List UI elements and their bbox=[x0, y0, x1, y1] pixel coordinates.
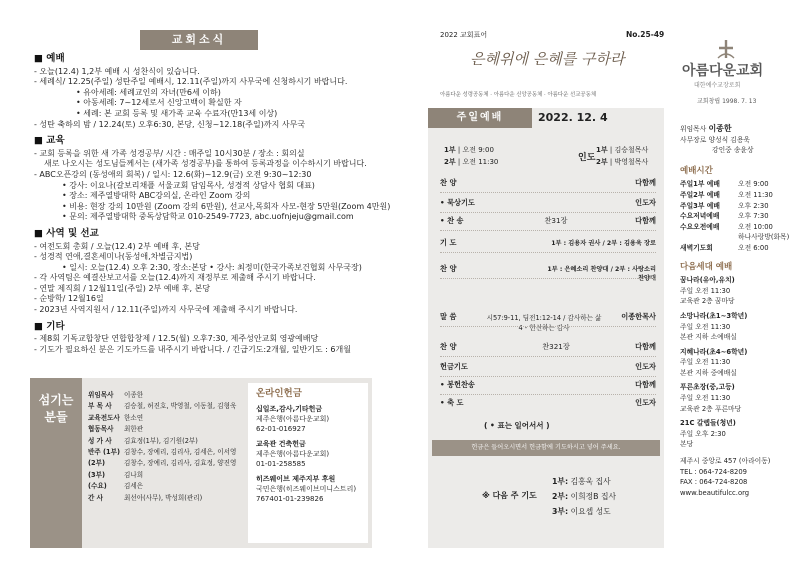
news-line: - 2023년 사역지원서 / 12.11(주일)까지 사무국에 제출해 주시기 바랍니다. bbox=[34, 305, 298, 315]
section-title: ■ 기타 bbox=[34, 320, 65, 332]
staff-names: 김창수, 장예리, 김리사, 김효정, 양진영 bbox=[124, 459, 237, 468]
staff-role: 협동목사 bbox=[88, 425, 114, 434]
worship-time-row: 수요오전예배 오전 10:00 bbox=[680, 222, 773, 231]
church-news-banner: 교회소식 bbox=[140, 30, 258, 50]
staff-row bbox=[88, 401, 236, 412]
staff-title: 섬기는 분들 bbox=[30, 378, 82, 548]
divider bbox=[440, 212, 656, 213]
online-offering-l1: 제주은행(아름다운교회) bbox=[256, 415, 330, 423]
online-offering-l2: 01-01-258585 bbox=[256, 460, 306, 468]
online-offering-l1: 국민은행(히즈웨이브미니스트리) bbox=[256, 485, 357, 493]
news-section bbox=[34, 229, 384, 316]
section-title: ■ 사역 및 선교 bbox=[34, 227, 99, 239]
staff-names: 김창수, 장예리, 김리사, 김세은, 이서영 bbox=[124, 448, 237, 457]
worship-item-name: • 찬 송 bbox=[440, 216, 464, 225]
staff-names: 이종한 bbox=[124, 391, 144, 399]
online-offering-title: 온라인헌금 bbox=[256, 388, 302, 399]
news-section bbox=[34, 135, 391, 223]
worship-item-name: 찬 양 bbox=[440, 178, 457, 187]
worship-time-row: 주일3부 예배 오후 2:30 bbox=[680, 201, 769, 210]
divider bbox=[440, 326, 656, 327]
next-gen-item: 푸른초장(중,고등) 주일 오전 11:30 교육관 2층 푸른마당 bbox=[680, 383, 742, 413]
worship-item-person: 다함께 bbox=[635, 342, 656, 351]
staff-names: 한소연 bbox=[124, 413, 144, 422]
standing-note: ( • 표는 일어서서 ) bbox=[484, 421, 550, 430]
sidebar-info: 위임목사 이종한 사무장로 양성식 김용욱 강인중 송윤상 예배시간 주일1부 예배 오전 9:00 주일2부 예배 오전 11:30 주일3부 예배 오후 2:30 수요저녁예배 오후 7:30 수요오전예배 오전 10:00 하나사랑방(화목) 새벽기도회 오전 6:00 다음세대 예배 꿈나라(유아,유치) 주일 오전 11:30 교육관 2층 꿈마당 소망나라(초1~3학년) 주일 오전 11:30 본관 지하 소예배실 지혜나라(초4~6학년) 주일 오전 11:30 본관 지하 중예배실 푸른초장(중,고등) 주일 오전 11:30 교육관 2층 푸른마당 21C 갈렙들(청년) 주일 오후 2:30 본당 제주시 중앙로 457 (아라이동) TEL : 064-724-8209 FAX : 064-724-8208 www.beautifulcc.org bbox=[680, 120, 798, 498]
founded-date: 교회창립 1998. 7. 13 bbox=[697, 98, 757, 105]
sections-column bbox=[34, 53, 391, 361]
online-offering-h: 히즈웨이브 제주지부 후원 bbox=[256, 475, 336, 483]
news-section bbox=[34, 54, 384, 130]
staff-role: 간 사 bbox=[88, 493, 104, 502]
worship-times-title: 예배시간 bbox=[680, 165, 713, 176]
service-times: 1부 | 오전 9:00 2부 | 오전 11:30 bbox=[444, 146, 499, 166]
worship-item-person: 이종한목사 bbox=[621, 312, 656, 321]
news-line: - 세례식/ 12.25(주일) 성탄주일 예배시, 12.11(주일)까지 사무국에 신청하시기 바랍니다. bbox=[34, 77, 348, 87]
next-prayer-list: 1부: 김홍욱 집사 2부: 이희정B 집사 3부: 이요셉 성도 bbox=[552, 477, 617, 516]
section-title: ■ 예배 bbox=[34, 53, 65, 64]
news-line: 새로 나오시는 성도님들께서는 (새가족 성경공부)를 통하여 등록과정을 이수하시기 바랍니다. bbox=[44, 159, 367, 169]
worship-label: 주일예배 bbox=[428, 108, 532, 128]
offering-note: 헌금은 들어오시면서 헌금함에 기도하시고 넣어 주세요. bbox=[432, 440, 660, 456]
staff-row bbox=[88, 436, 236, 447]
staff-role: (3부) bbox=[88, 470, 105, 479]
worship-item-person: 다함께 bbox=[635, 216, 656, 225]
staff-names: 김나희 bbox=[124, 470, 144, 479]
news-line: • 일시: 오늘(12.4) 오후 2:30, 장소:본당 • 강사: 최정미(한국가족보건협회 사무국장) bbox=[62, 262, 362, 272]
staff-role: (수요) bbox=[88, 482, 107, 491]
news-line: - 각 사역팀은 예결산보고서를 오늘(12.4)까지 재정부로 제출해 주시기 바랍니다. bbox=[34, 273, 316, 283]
issue-number: No.25-49 bbox=[626, 30, 665, 39]
divider bbox=[440, 356, 656, 357]
online-offering-h: 십일조,감사,기타헌금 bbox=[256, 405, 323, 413]
worship-item-name: 기 도 bbox=[440, 238, 457, 247]
news-line: - 교회 등록을 위한 새 가족 성경공부/ 시간 : 매주일 10시30분 / 장소 : 회의실 bbox=[34, 148, 305, 158]
staff-names: 최선아(사무), 박성희(관리) bbox=[124, 493, 203, 502]
news-line: - 오늘(12.4) 1,2부 예배 시 성찬식이 있습니다. bbox=[34, 66, 200, 76]
divider bbox=[440, 376, 656, 377]
worship-time-row: 수요저녁예배 오후 7:30 bbox=[680, 212, 769, 221]
news-line: - 기도가 필요하신 분은 기도카드를 내주시기 바랍니다. / 긴급기도:2개월, 일반기도 : 6개월 bbox=[34, 344, 351, 354]
section-title: ■ 교육 bbox=[34, 135, 65, 147]
worship-item-name: 헌금기도 bbox=[440, 362, 468, 371]
next-gen-item: 꿈나라(유아,유치) 주일 오전 11:30 교육관 2층 꿈마당 bbox=[680, 276, 735, 306]
staff-role: 교육전도사 bbox=[88, 413, 120, 422]
online-offering-l2: 62-01-016927 bbox=[256, 425, 306, 433]
news-line: - 여전도회 총회 / 오늘(12.4) 2부 예배 후, 본당 bbox=[34, 241, 200, 251]
next-gen-item: 소망나라(초1~3학년) 주일 오전 11:30 본관 지하 소예배실 bbox=[680, 311, 748, 342]
worship-item-name: • 묵상기도 bbox=[440, 198, 475, 207]
online-offering-h: 교육관 건축헌금 bbox=[256, 440, 306, 448]
worship-time-row: 새벽기도회 오전 6:00 bbox=[680, 243, 769, 252]
news-line: • 비용: 현장 강의 10만원 (Zoom 강의 6만원), 선교사,목회자 사모-현장 5만원(Zoom 4만원) bbox=[62, 201, 391, 211]
worship-item-content: 찬31장 bbox=[544, 216, 568, 225]
leader-label: 인도 bbox=[578, 153, 596, 163]
online-offering-l1: 제주은행(아름다운교회) bbox=[256, 450, 330, 458]
worship-item-person: 다함께 bbox=[635, 380, 656, 389]
worship-time-row: 주일1부 예배 오전 9:00 bbox=[680, 180, 769, 189]
online-offering bbox=[248, 383, 368, 543]
staff-list bbox=[88, 390, 236, 504]
worship-item-content: 시57:9-11, 딤전1:12-14 / 감사하는 삶 4 - 헌신하는 감사 bbox=[486, 314, 602, 332]
staff-row bbox=[88, 447, 236, 458]
staff-role: 부 목 사 bbox=[88, 402, 112, 411]
divider bbox=[440, 230, 656, 231]
staff-names: 김승철, 허진호, 박영철, 이동철, 김형욱 bbox=[124, 402, 237, 411]
news-line: - 순방학/ 12월16일 bbox=[34, 294, 104, 304]
worship-date: 2022. 12. 4 bbox=[538, 111, 608, 124]
staff-row bbox=[88, 424, 236, 435]
next-gen-item: 지혜나라(초4~6학년) 주일 오전 11:30 본관 지하 중예배실 bbox=[680, 347, 748, 377]
news-line: - ABC오픈강의 (동성애의 회복) / 일시: 12.6(화)~12.9(금) 오전 9:30~12:30 bbox=[34, 169, 312, 179]
worship-item-person: 1부 : 김용자 권사 / 2부 : 김용욱 장로 bbox=[551, 240, 656, 247]
news-line: - 제8회 기독교합창단 연합합창제 / 12.5(월) 오후7:30, 제주성안교회 영광예배당 bbox=[34, 334, 319, 344]
church-logo-icon bbox=[716, 38, 736, 60]
motto-text: 은혜위에 은혜를 구하라 bbox=[470, 50, 625, 68]
staff-row bbox=[88, 390, 236, 401]
news-line: - 성경적 연애,결혼세미나(동성애,차별금지법) bbox=[34, 252, 193, 262]
next-gen-title: 다음세대 예배 bbox=[680, 261, 733, 272]
next-prayer-label: ※ 다음 주 기도 bbox=[482, 491, 537, 500]
worship-title bbox=[428, 108, 664, 128]
news-line: • 강사: 이요나(갈보리채플 서울교회 담임목사, 성경적 상담사 협회 대표) bbox=[62, 180, 315, 190]
worship-item-person: 다함께 bbox=[635, 178, 656, 187]
next-gen-item: 21C 갈렙들(청년) 주일 오후 2:30 본당 bbox=[680, 419, 736, 449]
news-line: • 아동세례: 7~12세로서 신앙고백이 확실한 자 bbox=[76, 98, 242, 108]
motto-year: 2022 교회표어 bbox=[440, 31, 488, 39]
news-line: - 성탄 축하의 밤 / 12.24(토) 오후6:30, 본당, 신청~12.18(주일)까지 사무국 bbox=[34, 119, 306, 129]
news-section bbox=[34, 322, 384, 356]
worship-item-person: 인도자 bbox=[635, 362, 656, 371]
staff-role: 성 가 사 bbox=[88, 436, 112, 445]
staff-names: 김세은 bbox=[124, 482, 144, 491]
worship-time-row: 주일2부 예배 오전 11:30 bbox=[680, 190, 773, 199]
worship-item-person: 인도자 bbox=[635, 198, 656, 207]
divider bbox=[440, 252, 656, 253]
communities: 아름다운 성령공동체 · 아름다운 신앙공동체 · 아름다운 선교공동체 bbox=[440, 92, 597, 98]
church-name: 아름다운교회 bbox=[682, 63, 764, 79]
news-line: • 문의: 제주열방대학 중독상담학교 010-2549-7723, abc.uofnjeju@gmail.com bbox=[62, 212, 354, 222]
staff-names: 김효정(1부), 김기원(2부) bbox=[124, 436, 198, 445]
divider bbox=[440, 278, 656, 279]
worship-item-name: 찬 양 bbox=[440, 342, 457, 351]
worship-item-name: 말 씀 bbox=[440, 312, 457, 321]
staff-row bbox=[88, 413, 236, 424]
church-denomination: 대한예수교장로회 bbox=[694, 82, 741, 89]
news-line: • 장소: 제주열방대학 ABC강의실, 온라인 Zoom 강의 bbox=[62, 191, 251, 201]
service-leaders: 1부 | 김승철목사 2부 | 박영철목사 bbox=[596, 146, 649, 166]
news-line: • 유아세례: 세례교인의 자녀(만6세 이하) bbox=[76, 87, 221, 97]
staff-row bbox=[88, 481, 236, 492]
staff-role: (2부) bbox=[88, 459, 105, 468]
staff-row bbox=[88, 470, 236, 481]
staff-names: 최한관 bbox=[124, 425, 144, 434]
worship-item-name: • 축 도 bbox=[440, 398, 464, 407]
news-line: • 세례: 본 교회 등록 및 새가족 교육 수료자(만13세 이상) bbox=[76, 108, 278, 118]
worship-item-person: 인도자 bbox=[635, 398, 656, 407]
staff-role: 반주 (1부) bbox=[88, 448, 121, 457]
worship-item-name: • 봉헌찬송 bbox=[440, 380, 475, 389]
divider bbox=[440, 192, 656, 193]
worship-item-content: 찬321장 bbox=[542, 342, 570, 351]
staff-row bbox=[88, 458, 236, 469]
staff-row bbox=[88, 493, 236, 504]
worship-time-row: 하나사랑방(화목) bbox=[738, 233, 790, 242]
online-offering-l2: 767401-01-239826 bbox=[256, 495, 324, 503]
worship-item-person: 1부 : 은혜소리 찬양대 / 2부 : 사랑소리 찬양대 bbox=[547, 266, 656, 282]
news-line: - 연말 제직회 / 12월11일(주일) 2부 예배 후, 본당 bbox=[34, 283, 211, 293]
divider bbox=[440, 394, 656, 395]
staff-role: 위임목사 bbox=[88, 391, 114, 399]
worship-item-name: 찬 양 bbox=[440, 264, 457, 273]
